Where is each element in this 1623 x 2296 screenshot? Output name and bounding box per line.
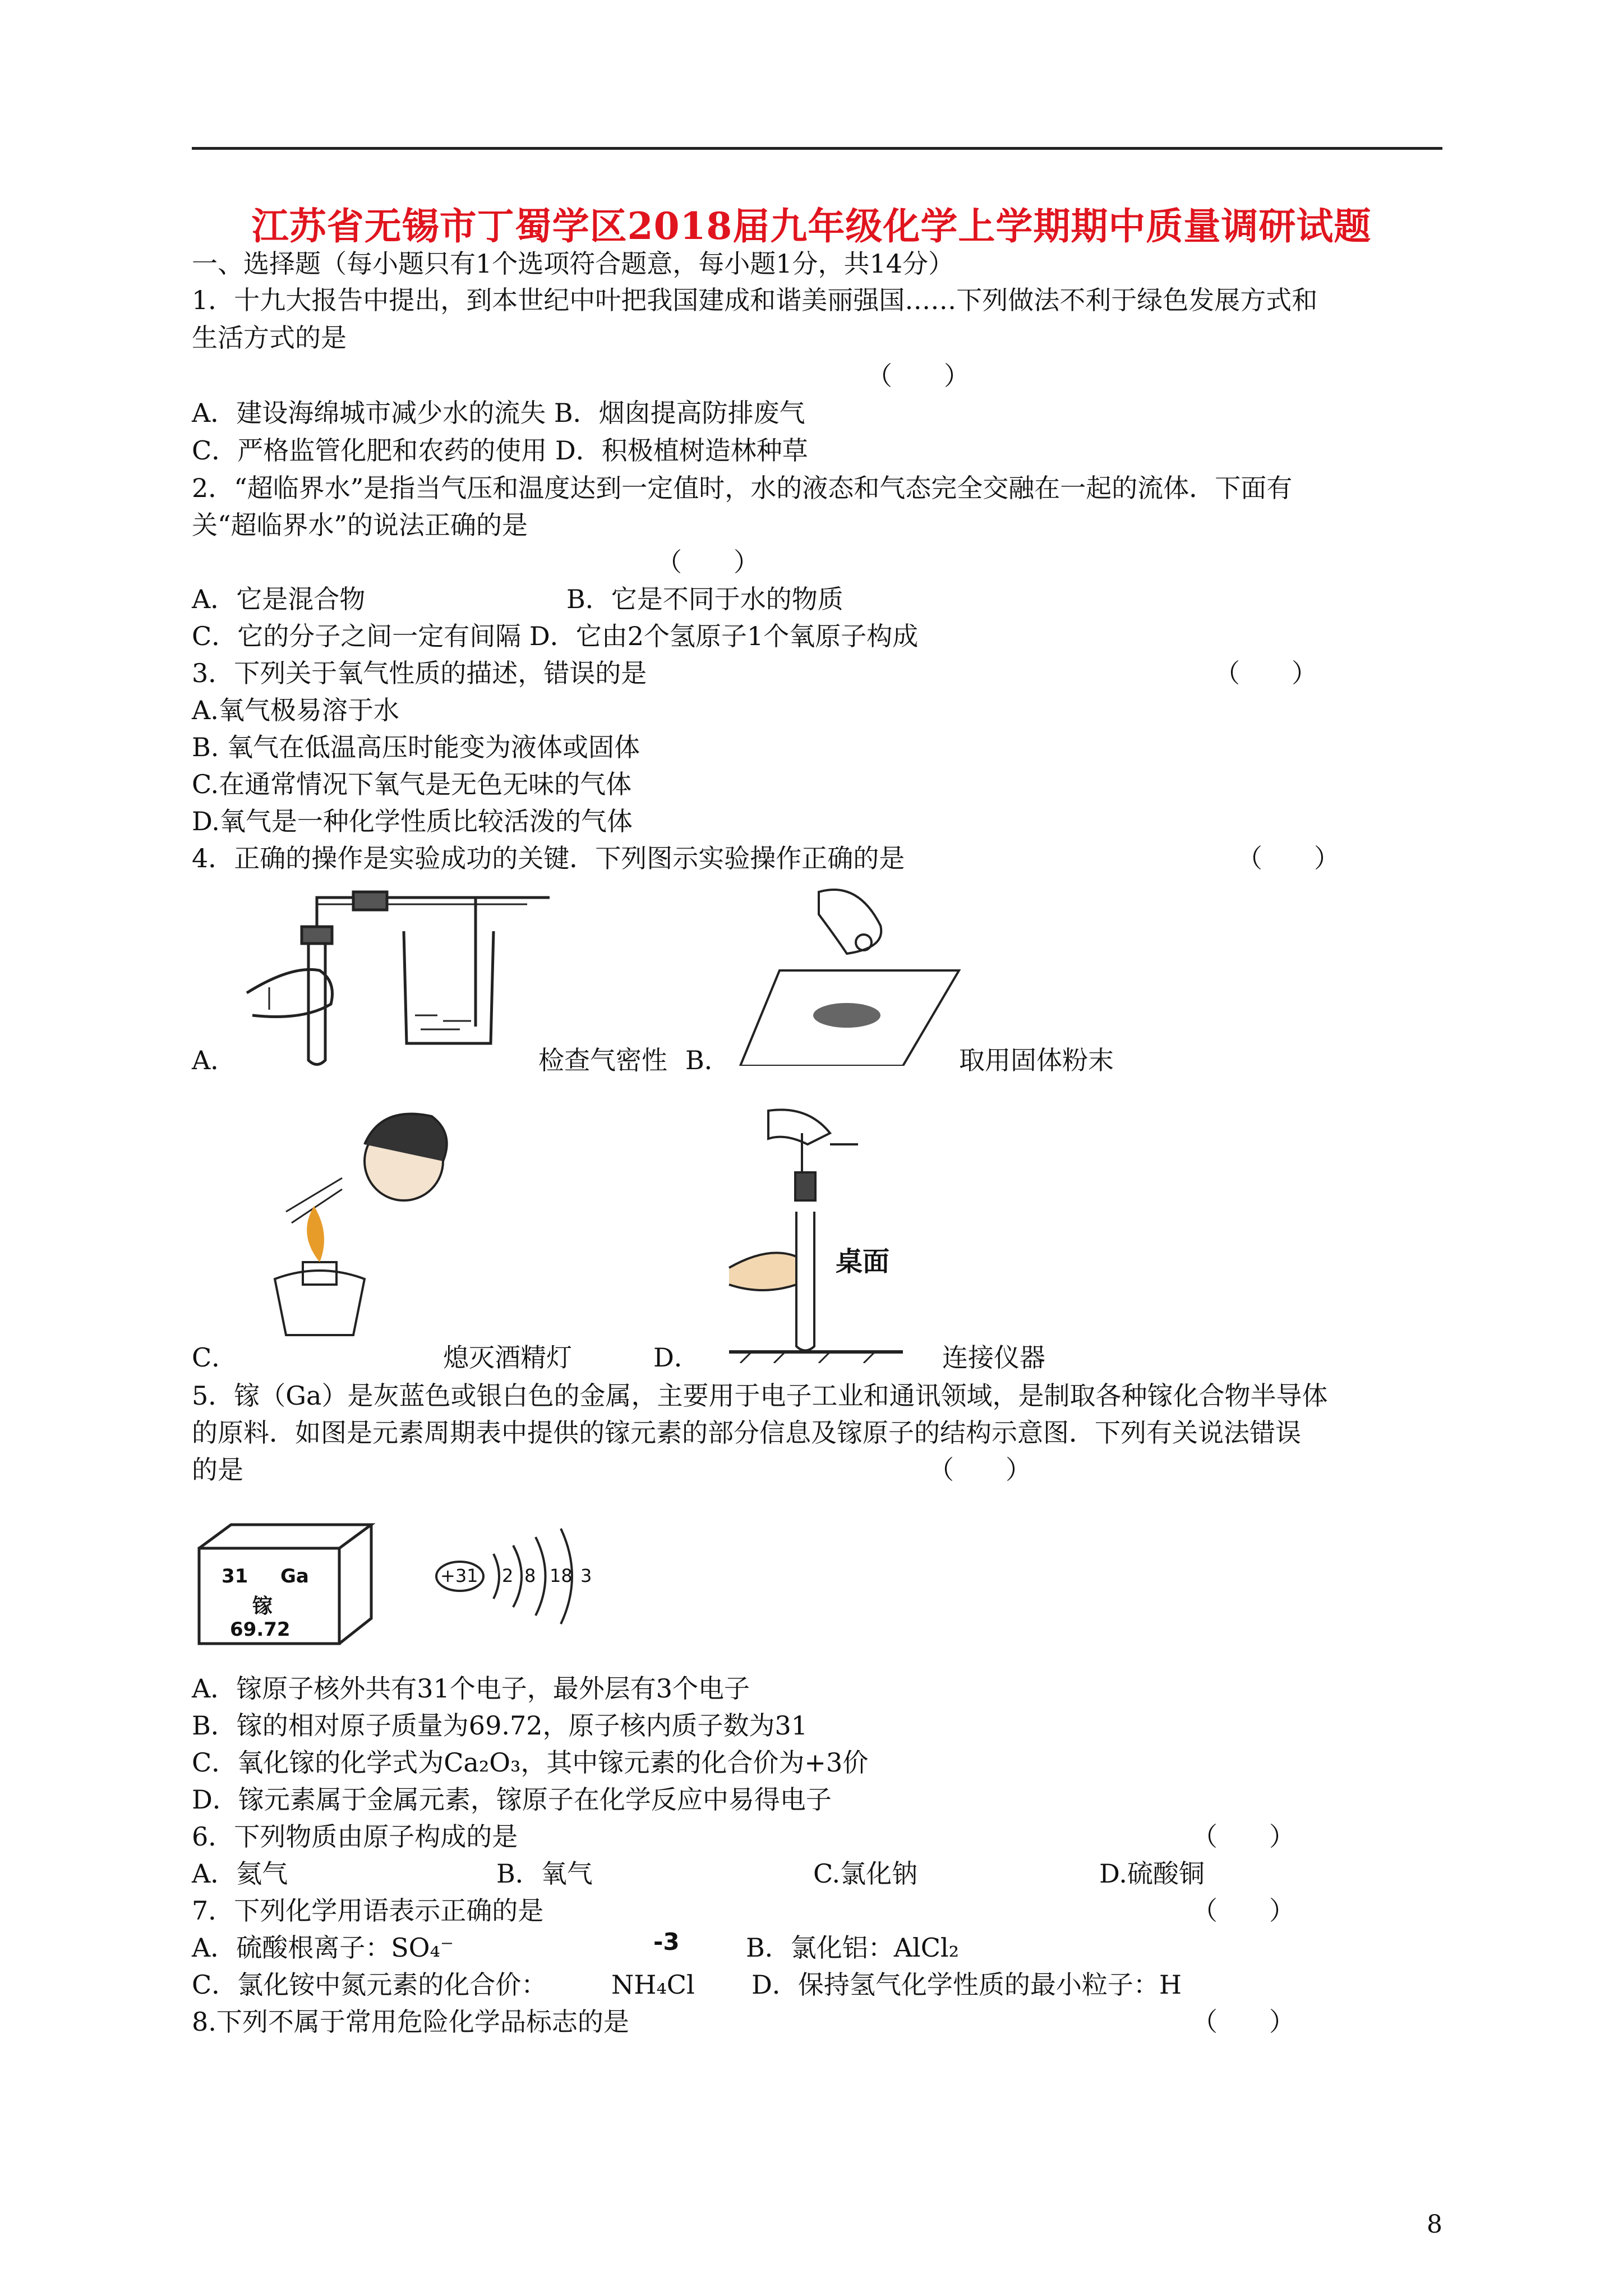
q6-option-d: D.硫酸铜	[1099, 1858, 1205, 1889]
element-symbol: Ga	[280, 1565, 309, 1588]
q5-answer-blank: （ ）	[928, 1455, 1031, 1485]
atom-nucleus-charge: +31	[440, 1565, 478, 1586]
element-atomic-number: 31	[222, 1565, 248, 1588]
section-heading: 一、选择题（每小题只有1个选项符合题意，每小题1分，共14分）	[192, 249, 955, 279]
q6-stem: 6．下列物质由原子构成的是	[192, 1821, 518, 1852]
q5-stem-line2: 的原料．如图是元素周期表中提供的镓元素的部分信息及镓原子的结构示意图．下列有关说法错误	[192, 1418, 1301, 1448]
q3-option-a: A.氧气极易溶于水	[192, 695, 399, 725]
q4-option-d-letter: D．	[653, 1342, 700, 1373]
q4-option-b-text: 取用固体粉末	[959, 1045, 1114, 1075]
q3-option-d: D.氧气是一种化学性质比较活泼的气体	[192, 806, 633, 836]
q7-option-c-label: C．氯化铵中氮元素的化合价：	[192, 1970, 547, 2000]
q4-stem: 4．正确的操作是实验成功的关键．下列图示实验操作正确的是	[192, 843, 905, 873]
q4-option-c-letter: C．	[192, 1342, 238, 1373]
q4-option-a-letter: A．	[192, 1045, 237, 1075]
atom-shell-4: 3	[580, 1565, 592, 1586]
q6-option-b: B．氧气	[496, 1858, 593, 1889]
q2-options-cd: C．它的分子之间一定有间隔 D．它由2个氢原子1个氧原子构成	[192, 621, 919, 651]
atom-shell-3: 18	[550, 1565, 573, 1586]
q5-stem-line3: 的是	[192, 1455, 243, 1485]
q5-option-b: B．镓的相对原子质量为69.72，原子核内质子数为31	[192, 1710, 808, 1741]
q5-stem-line1: 5．镓（Ga）是灰蓝色或银白色的金属，主要用于电子工业和通讯领域，是制取各种镓化合物半导体	[192, 1381, 1328, 1411]
figure-connect-apparatus	[718, 1099, 920, 1363]
page-number: 8	[1427, 2210, 1442, 2239]
q2-option-b: B．它是不同于水的物质	[566, 584, 843, 614]
figure-beaker	[393, 886, 505, 1055]
q7-option-d: D．保持氢气化学性质的最小粒子：H	[751, 1970, 1182, 2000]
q5-option-d: D．镓元素属于金属元素，镓原子在化学反应中易得电子	[192, 1784, 832, 1815]
header-rule	[192, 147, 1442, 150]
element-atomic-mass: 69.72	[230, 1618, 291, 1641]
q1-answer-blank: （ ）	[866, 361, 970, 391]
q7-option-b: B．氯化铝：AlCl₂	[746, 1932, 960, 1963]
q7-option-a: A．硫酸根离子：SO₄⁻	[192, 1932, 454, 1963]
q6-option-c: C.氯化钠	[813, 1858, 918, 1889]
figure-solid-powder	[735, 881, 970, 1066]
q3-option-c: C.在通常情况下氧气是无色无味的气体	[192, 769, 632, 799]
q3-option-b: B. 氧气在低温高压时能变为液体或固体	[192, 732, 640, 762]
q2-answer-blank: （ ）	[656, 547, 759, 577]
q1-stem-line1: 1．十九大报告中提出，到本世纪中叶把我国建成和谐美丽强国……下列做法不利于绿色发展方式和	[192, 285, 1318, 315]
q1-options-cd: C．严格监管化肥和农药的使用 D．积极植树造林种草	[192, 435, 808, 466]
q8-answer-blank: （ ）	[1192, 2007, 1295, 2037]
q1-options-ab: A．建设海绵城市减少水的流失 B．烟囱提高防排废气	[192, 398, 805, 428]
q7-stem: 7．下列化学用语表示正确的是	[192, 1895, 544, 1926]
q4-option-d-text: 连接仪器	[942, 1342, 1045, 1373]
q6-option-a: A．氦气	[192, 1858, 288, 1889]
q7-option-c-formula: NH₄Cl	[611, 1970, 695, 2000]
q8-stem: 8.下列不属于常用危险化学品标志的是	[192, 2007, 629, 2037]
atom-shell-1: 2	[502, 1565, 514, 1586]
q4-option-b-letter: B．	[685, 1045, 730, 1075]
q7-valence-superscript: -3	[653, 1928, 680, 1955]
figure-blow-out-lamp	[252, 1094, 465, 1363]
q2-option-a: A．它是混合物	[192, 584, 366, 614]
atom-shell-2: 8	[524, 1565, 536, 1586]
q4-option-c-text: 熄灭酒精灯	[443, 1342, 572, 1373]
q4-option-a-text: 检查气密性	[538, 1045, 667, 1075]
q2-stem-line1: 2．“超临界水”是指当气压和温度达到一定值时，水的液态和气态完全交融在一起的流体．下面有	[192, 473, 1293, 503]
q5-option-a: A．镓原子核外共有31个电子，最外层有3个电子	[192, 1673, 750, 1704]
desk-label: 桌面	[836, 1246, 890, 1277]
q5-option-c: C．氧化镓的化学式为Ca₂O₃，其中镓元素的化合价为+3价	[192, 1747, 869, 1778]
q3-answer-blank: （ ）	[1214, 658, 1317, 688]
q2-stem-line2: 关“超临界水”的说法正确的是	[192, 510, 528, 540]
page-title: 江苏省无锡市丁蜀学区2018届九年级化学上学期期中质量调研试题	[251, 204, 1372, 248]
element-name: 镓	[252, 1595, 273, 1618]
q4-answer-blank: （ ）	[1237, 843, 1340, 873]
q1-stem-line2: 生活方式的是	[192, 323, 347, 353]
q7-answer-blank: （ ）	[1192, 1895, 1295, 1926]
q3-stem: 3．下列关于氧气性质的描述，错误的是	[192, 658, 647, 688]
q6-answer-blank: （ ）	[1192, 1821, 1295, 1852]
